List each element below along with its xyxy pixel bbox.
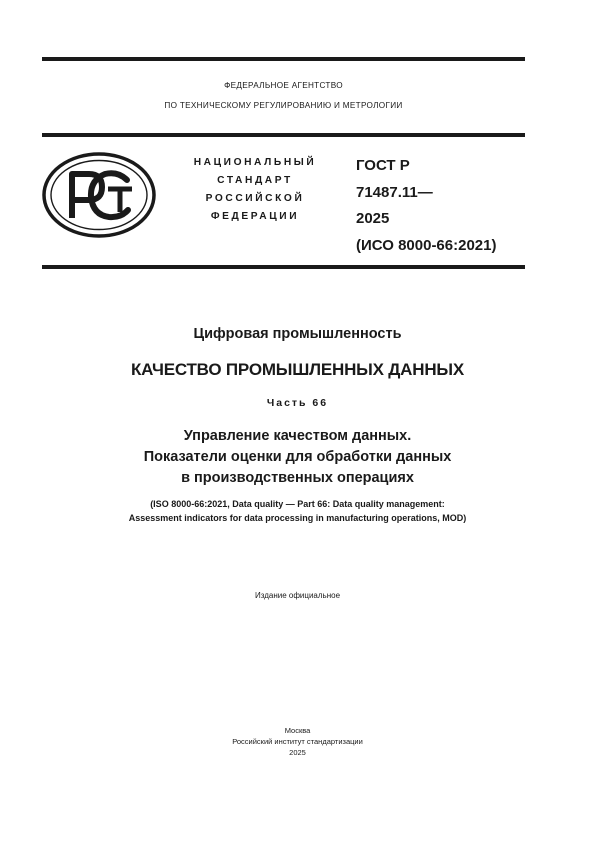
- designation-line: 2025: [356, 210, 390, 227]
- subtitle-line: в производственных операциях: [181, 470, 414, 486]
- series-title: Цифровая промышленность: [193, 326, 402, 342]
- middle-rule: [42, 133, 525, 137]
- standard-type-line: НАЦИОНАЛЬНЫЙ: [193, 157, 317, 168]
- original-reference-line: (ISO 8000-66:2021, Data quality — Part 66: Data quality management:: [150, 499, 445, 509]
- edition-note: Издание официальное: [254, 591, 341, 600]
- designation-line: ГОСТ Р: [356, 157, 410, 174]
- imprint: [0, 725, 595, 758]
- agency-name-line-2: ПО ТЕХНИЧЕСКОМУ РЕГУЛИРОВАНИЮ И МЕТРОЛОГИИ: [164, 101, 403, 110]
- imprint-city: Москва: [284, 726, 311, 735]
- standard-type-line: ФЕДЕРАЦИИ: [210, 211, 300, 222]
- imprint-year: 2025: [289, 748, 306, 757]
- top-rule: [42, 57, 525, 61]
- agency-name-line-1: ФЕДЕРАЛЬНОЕ АГЕНТСТВО: [224, 81, 343, 90]
- imprint-publisher: Российский институт стандартизации: [232, 737, 363, 746]
- original-reference-line: Assessment indicators for data processing in manufacturing operations, MOD): [128, 513, 467, 523]
- standard-type-line: СТАНДАРТ: [217, 175, 293, 186]
- standard-type-line: РОССИЙСКОЙ: [205, 193, 305, 204]
- bottom-rule: [42, 265, 525, 269]
- standard-type: [170, 154, 340, 226]
- standard-designation: [356, 153, 496, 259]
- designation-line: 71487.11—: [356, 183, 433, 201]
- subtitle-line: Управление качеством данных.: [183, 428, 412, 444]
- original-standard-reference: [0, 497, 595, 525]
- subtitle-line: Показатели оценки для обработки данных: [143, 449, 452, 465]
- designation-line: (ИСО 8000-66:2021): [356, 236, 497, 254]
- document-subtitle: [0, 426, 595, 489]
- part-number: Часть 66: [266, 397, 329, 409]
- document-title: КАЧЕСТВО ПРОМЫШЛЕННЫХ ДАННЫХ: [131, 360, 464, 379]
- rst-conformity-mark-icon: [42, 152, 156, 238]
